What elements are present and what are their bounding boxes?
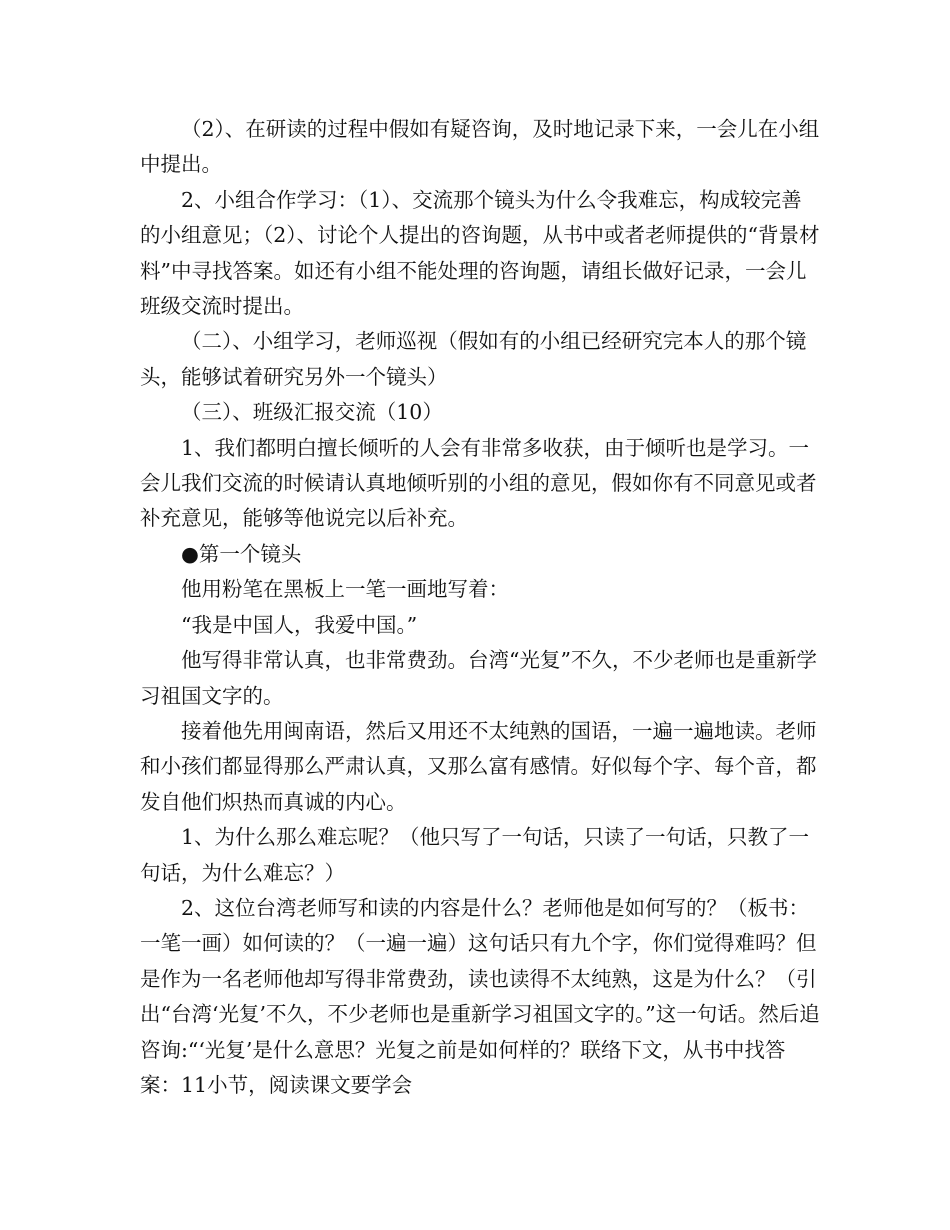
paragraph-4: （三）、班级汇报交流（10）: [181, 400, 443, 425]
paragraph-7: 他用粉笔在黑板上一笔一画地写着：: [181, 577, 509, 602]
paragraph-9: 他写得非常认真，也非常费劲。台湾“光复”不久，不少老师也是重新学习祖国文字的。: [140, 648, 817, 708]
paragraph-6: ●第一个镜头: [181, 541, 302, 566]
paragraph-1: （2）、在研读的过程中假如有疑咨询，及时地记录下来，一会儿在小组中提出。: [140, 117, 820, 177]
paragraph-2: 2、小组合作学习：（1）、交流那个镜头为什么令我难忘，构成较完善的小组意见；（2）、讨论个人提出的咨询题，从书中或者老师提供的“背景材料”中寻找答案。如还有小组不能处理的咨询题，请组长做好记录，一会儿班级交流时提出。: [140, 187, 820, 319]
paragraph-3: （二）、小组学习，老师巡视（假如有的小组已经研究完本人的那个镜头，能够试着研究另外一个镜头）: [140, 329, 807, 389]
paragraph-10: 接着他先用闽南语，然后又用还不太纯熟的国语，一遍一遍地读。老师和小孩们都显得那么严肃认真，又那么富有感情。好似每个字、每个音，都发自他们炽热而真诚的内心。: [140, 718, 817, 814]
paragraph-12: 2、这位台湾老师写和读的内容是什么？老师他是如何写的？（板书：一笔一画）如何读的？（一遍一遍）这句话只有九个字，你们觉得难吗？但是作为一名老师他却写得非常费劲，读也读得不太纯熟，这是为什么？（引出“台湾‘光复’不久，不少老师也是重新学习祖国文字的。”这一句话。然后追咨询:“‘光复’是什么意思？光复之前是如何样的？联络下文，从书中找答案：11小节，阅读课文要学会: [140, 895, 820, 1097]
paragraph-8: “我是中国人，我爱中国。”: [181, 612, 418, 637]
paragraph-5: 1、我们都明白擅长倾听的人会有非常多收获，由于倾听也是学习。一会儿我们交流的时候请认真地倾听别的小组的意见，假如你有不同意见或者补充意见，能够等他说完以后补充。: [140, 435, 817, 531]
document-body: [140, 112, 820, 1103]
paragraph-11: 1、为什么那么难忘呢？（他只写了一句话，只读了一句话，只教了一句话，为什么难忘？）: [140, 825, 810, 885]
